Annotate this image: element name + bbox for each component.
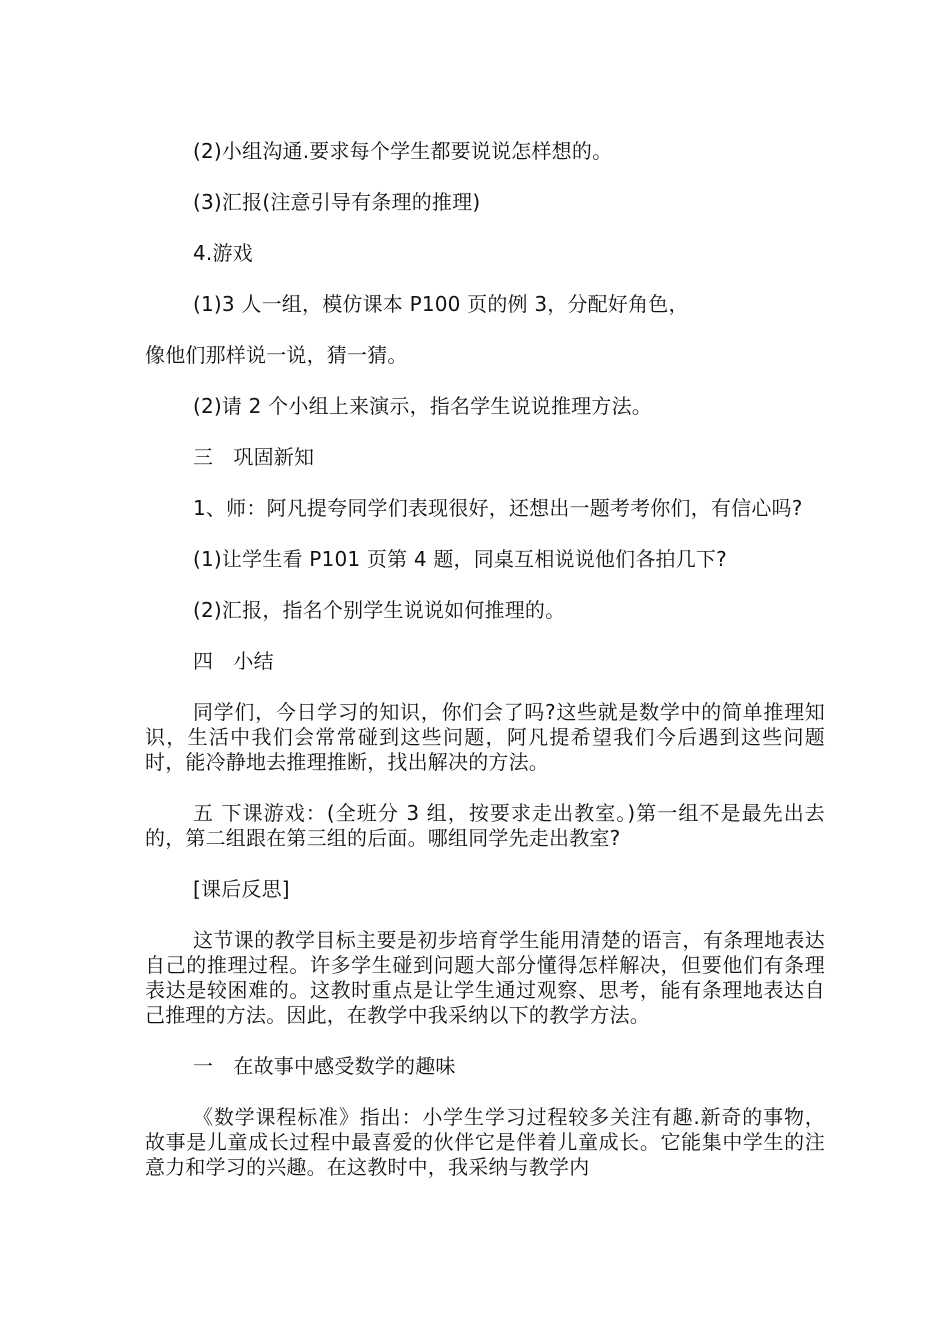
paragraph: (2)汇报，指名个别学生说说如何推理的。 — [193, 598, 566, 622]
paragraph: 同学们，今日学习的知识，你们会了吗?这些就是数学中的简单推理知识，生活中我们会常常碰到这些问题，阿凡提希望我们今后遇到这些问题时，能冷静地去推理推断，找出解决的方法。 — [145, 700, 825, 774]
section-heading: 四 小结 — [193, 649, 274, 673]
paragraph: (3)汇报(注意引导有条理的推理) — [193, 190, 481, 214]
section-heading: 4.游戏 — [193, 241, 253, 265]
paragraph: (2)请 2 个小组上来演示，指名学生说说推理方法。 — [193, 394, 652, 418]
paragraph: 《数学课程标准》指出：小学生学习过程较多关注有趣.新奇的事物，故事是儿童成长过程中最喜爱的伙伴它是伴着儿童成长。它能集中学生的注意力和学习的兴趣。在这教时中，我采纳与教学内 — [145, 1105, 825, 1179]
section-heading: [课后反思] — [193, 877, 290, 901]
paragraph: (1)让学生看 P101 页第 4 题，同桌互相说说他们各拍几下? — [193, 547, 727, 571]
paragraph-continuation: 像他们那样说一说，猜一猜。 — [145, 343, 408, 367]
paragraph: (2)小组沟通.要求每个学生都要说说怎样想的。 — [193, 139, 613, 163]
paragraph: 这节课的教学目标主要是初步培育学生能用清楚的语言，有条理地表达自己的推理过程。许多学生碰到问题大部分懂得怎样解决，但要他们有条理表达是较困难的。这教时重点是让学生通过观察、思考，能有条理地表达自己推理的方法。因此，在教学中我采纳以下的教学方法。 — [145, 928, 825, 1027]
paragraph: (1)3 人一组，模仿课本 P100 页的例 3，分配好角色， — [193, 292, 689, 316]
paragraph: 五 下课游戏：(全班分 3 组，按要求走出教室。)第一组不是最先出去的，第二组跟在第三组的后面。哪组同学先走出教室? — [145, 801, 825, 850]
paragraph: 1、师：阿凡提夸同学们表现很好，还想出一题考考你们，有信心吗? — [193, 496, 803, 520]
section-heading: 三 巩固新知 — [193, 445, 315, 469]
section-heading: 一 在故事中感受数学的趣味 — [193, 1054, 456, 1078]
